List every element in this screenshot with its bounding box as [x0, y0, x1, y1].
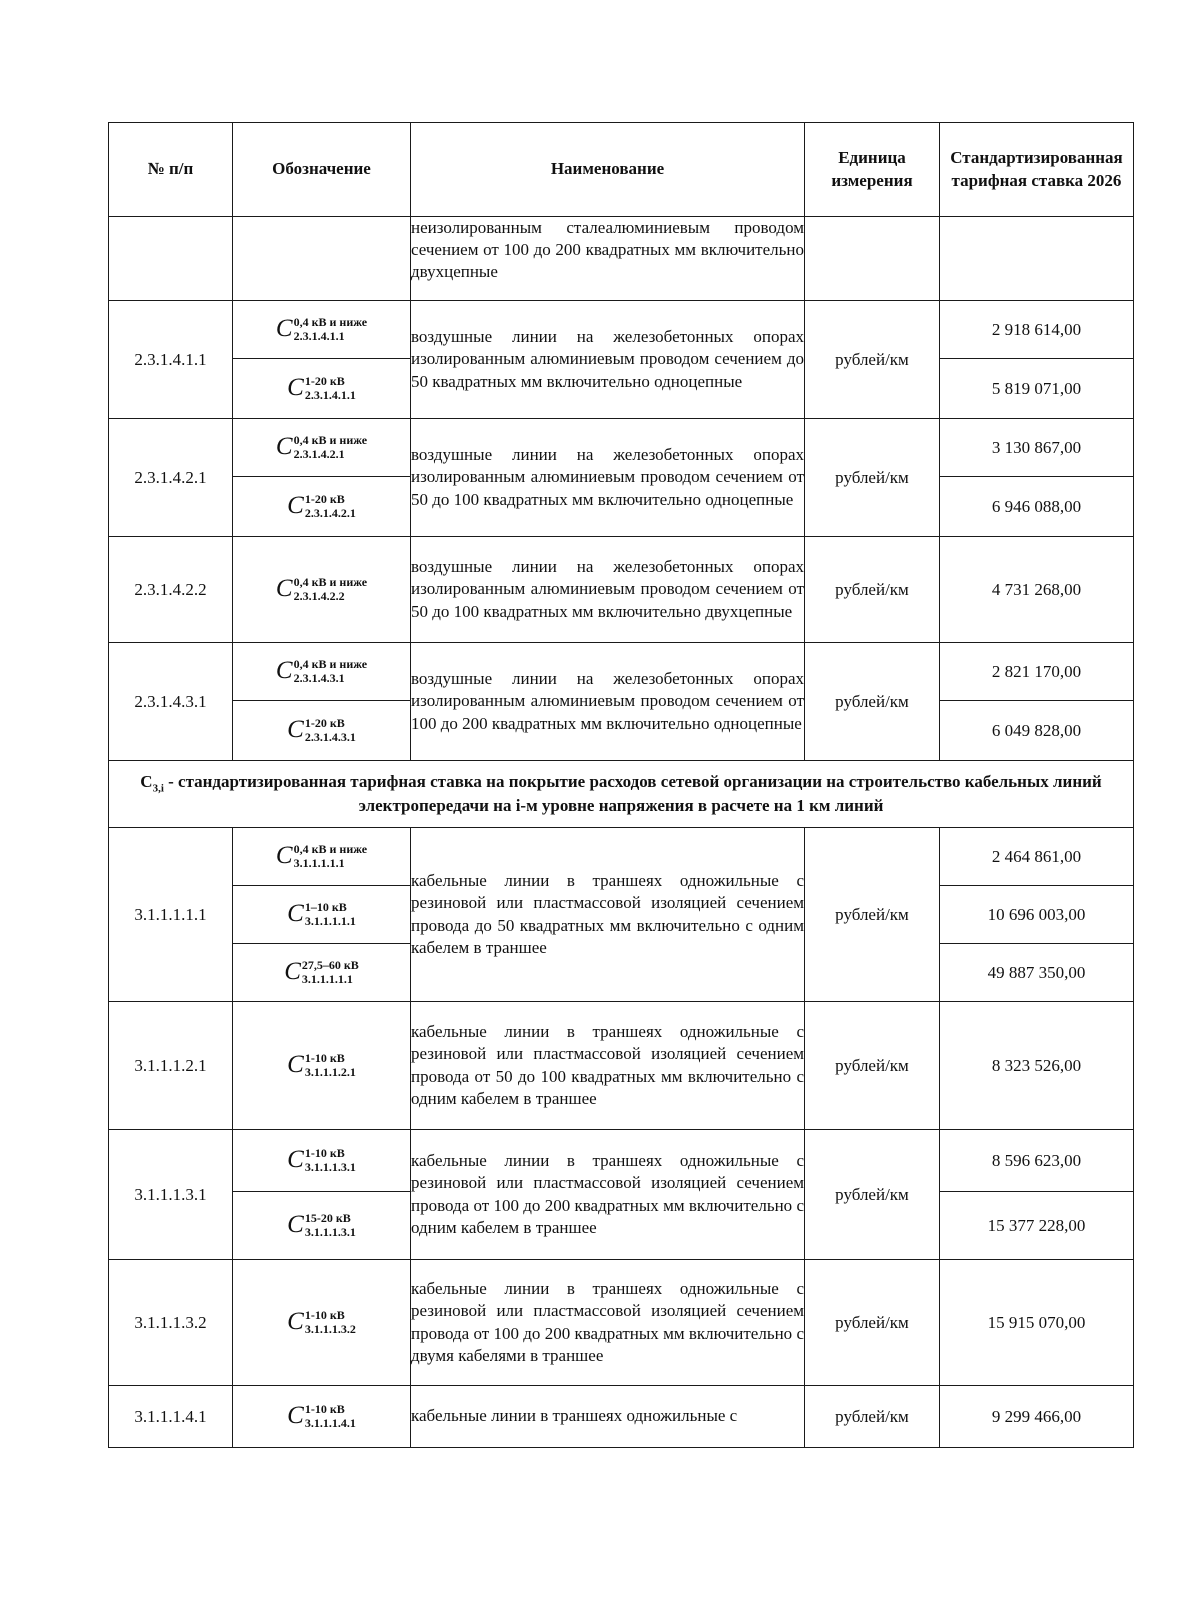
designation-index: 3.1.1.1.1.1	[301, 972, 353, 986]
row-number: 3.1.1.1.2.1	[109, 1002, 233, 1130]
designation-cell	[233, 477, 411, 537]
row-number: 3.1.1.1.3.1	[109, 1130, 233, 1260]
table-row	[109, 419, 1134, 477]
table-row	[109, 828, 1134, 886]
header-designation: Обозначение	[233, 123, 411, 217]
row-number: 3.1.1.1.1.1	[109, 828, 233, 1002]
designation-index: 3.1.1.1.4.1	[304, 1416, 356, 1430]
rate-value: 8 323 526,00	[940, 1002, 1134, 1130]
continuation-unit	[805, 217, 940, 301]
designation-cell	[233, 944, 411, 1002]
continuation-rate	[940, 217, 1134, 301]
designation-symbol: C	[275, 433, 293, 461]
unit-cell: рублей/км	[805, 419, 940, 537]
designation-symbol: C	[287, 492, 304, 520]
item-description: воздушные линии на железобетонных опорах изолированным алюминиевым проводом сечением до 50 квадратных мм включительно одноцепные	[411, 301, 805, 419]
designation-formula	[287, 1212, 356, 1238]
rate-value: 10 696 003,00	[940, 886, 1134, 944]
designation-index: 3.1.1.1.3.1	[304, 1160, 356, 1174]
designation-voltage: 1-20 кВ	[304, 492, 345, 507]
table-row	[109, 301, 1134, 359]
unit-cell: рублей/км	[805, 537, 940, 643]
header-rate: Стандартизированная тарифная ставка 2026	[940, 123, 1134, 217]
designation-scripts	[294, 316, 368, 342]
designation-scripts	[294, 843, 368, 869]
designation-index: 3.1.1.1.1.1	[293, 856, 345, 870]
designation-scripts	[305, 1403, 356, 1429]
unit-cell: рублей/км	[805, 828, 940, 1002]
row-number: 3.1.1.1.3.2	[109, 1260, 233, 1386]
designation-voltage: 15-20 кВ	[304, 1211, 351, 1226]
row-number: 2.3.1.4.3.1	[109, 643, 233, 761]
designation-index: 2.3.1.4.1.1	[304, 388, 356, 402]
designation-scripts	[294, 434, 368, 460]
rate-value: 8 596 623,00	[940, 1130, 1134, 1192]
unit-cell: рублей/км	[805, 1002, 940, 1130]
continuation-designation	[233, 217, 411, 301]
designation-voltage: 0,4 кВ и ниже	[293, 842, 368, 857]
designation-symbol: C	[287, 1051, 304, 1079]
header-name: Наименование	[411, 123, 805, 217]
table-header-row	[109, 123, 1134, 217]
designation-cell	[233, 1002, 411, 1130]
table-row	[109, 1130, 1134, 1192]
designation-formula	[287, 1147, 356, 1173]
designation-voltage: 0,4 кВ и ниже	[293, 315, 368, 330]
designation-scripts	[294, 658, 368, 684]
designation-symbol: C	[287, 1308, 304, 1336]
designation-formula	[287, 901, 356, 927]
section-text: - стандартизированная тарифная ставка на покрытие расходов сетевой организации на строительство кабельных линий электропередачи на i-м уровне напряжения в расчете на 1 км линий	[163, 771, 1102, 816]
header-num: № п/п	[109, 123, 233, 217]
item-description: кабельные линии в траншеях одножильные с резиновой или пластмассовой изоляцией сечением провода до 50 квадратных мм включительно с одним кабелем в траншее	[411, 828, 805, 1002]
section-heading	[109, 761, 1134, 828]
designation-symbol: C	[287, 1402, 304, 1430]
designation-voltage: 1–10 кВ	[304, 900, 347, 915]
section-row	[109, 761, 1134, 828]
designation-voltage: 1-20 кВ	[304, 716, 345, 731]
designation-index: 2.3.1.4.2.1	[304, 506, 356, 520]
row-number: 2.3.1.4.2.2	[109, 537, 233, 643]
designation-symbol: C	[275, 657, 293, 685]
designation-index: 3.1.1.1.3.1	[304, 1225, 356, 1239]
continuation-name: неизолированным сталеалюминиевым проводом сечением от 100 до 200 квадратных мм включительно двухцепные	[411, 217, 805, 301]
designation-cell	[233, 643, 411, 701]
rate-value: 5 819 071,00	[940, 359, 1134, 419]
designation-formula	[287, 1309, 356, 1335]
table-row	[109, 1260, 1134, 1386]
designation-cell	[233, 419, 411, 477]
designation-voltage: 0,4 кВ и ниже	[293, 657, 368, 672]
designation-index: 2.3.1.4.2.2	[293, 589, 345, 603]
designation-formula	[287, 375, 356, 401]
rate-value: 2 821 170,00	[940, 643, 1134, 701]
designation-cell	[233, 1386, 411, 1448]
designation-scripts	[305, 493, 356, 519]
item-description: кабельные линии в траншеях одножильные с резиновой или пластмассовой изоляцией сечением провода от 100 до 200 квадратных мм включительно с двумя кабелями в траншее	[411, 1260, 805, 1386]
unit-cell: рублей/км	[805, 301, 940, 419]
designation-index: 3.1.1.1.2.1	[304, 1065, 356, 1079]
designation-voltage: 1-10 кВ	[304, 1051, 345, 1066]
rate-value: 6 946 088,00	[940, 477, 1134, 537]
continuation-num	[109, 217, 233, 301]
designation-scripts	[305, 1147, 356, 1173]
designation-formula	[276, 576, 367, 602]
item-description: кабельные линии в траншеях одножильные с резиновой или пластмассовой изоляцией сечением провода от 50 до 100 квадратных мм включительно с одним кабелем в траншее	[411, 1002, 805, 1130]
designation-cell	[233, 301, 411, 359]
table-row	[109, 643, 1134, 701]
designation-voltage: 27,5–60 кВ	[301, 958, 359, 973]
designation-scripts	[305, 1052, 356, 1078]
continuation-row	[109, 217, 1134, 301]
designation-scripts	[305, 901, 356, 927]
rate-value: 15 915 070,00	[940, 1260, 1134, 1386]
unit-cell: рублей/км	[805, 1130, 940, 1260]
designation-symbol: C	[287, 1211, 304, 1239]
unit-cell: рублей/км	[805, 643, 940, 761]
item-description: кабельные линии в траншеях одножильные с	[411, 1386, 805, 1448]
designation-formula	[276, 658, 367, 684]
item-description: воздушные линии на железобетонных опорах изолированным алюминиевым проводом сечением от 50 до 100 квадратных мм включительно одноцепные	[411, 419, 805, 537]
rate-value: 49 887 350,00	[940, 944, 1134, 1002]
designation-cell	[233, 537, 411, 643]
designation-symbol: C	[287, 1146, 304, 1174]
item-description: воздушные линии на железобетонных опорах изолированным алюминиевым проводом сечением от 100 до 200 квадратных мм включительно одноцепные	[411, 643, 805, 761]
table-row	[109, 1386, 1134, 1448]
table-row	[109, 537, 1134, 643]
designation-voltage: 1-20 кВ	[304, 374, 345, 389]
designation-scripts	[305, 1309, 356, 1335]
designation-index: 2.3.1.4.3.1	[304, 730, 356, 744]
designation-formula	[287, 1052, 356, 1078]
designation-voltage: 1-10 кВ	[304, 1402, 345, 1417]
rate-value: 2 918 614,00	[940, 301, 1134, 359]
rate-value: 2 464 861,00	[940, 828, 1134, 886]
designation-scripts	[305, 1212, 356, 1238]
row-number: 3.1.1.1.4.1	[109, 1386, 233, 1448]
designation-formula	[276, 434, 367, 460]
designation-index: 2.3.1.4.2.1	[293, 447, 345, 461]
designation-scripts	[302, 959, 359, 985]
designation-index: 2.3.1.4.1.1	[293, 329, 345, 343]
designation-cell	[233, 359, 411, 419]
designation-symbol: C	[275, 575, 293, 603]
designation-symbol: C	[287, 716, 304, 744]
designation-cell	[233, 701, 411, 761]
designation-formula	[287, 717, 356, 743]
designation-index: 2.3.1.4.3.1	[293, 671, 345, 685]
designation-cell	[233, 828, 411, 886]
table-body-overhead-lines	[109, 217, 1134, 761]
designation-cell	[233, 886, 411, 944]
table-body-cable-lines	[109, 828, 1134, 1448]
rate-value: 15 377 228,00	[940, 1192, 1134, 1260]
row-number: 2.3.1.4.2.1	[109, 419, 233, 537]
row-number: 2.3.1.4.1.1	[109, 301, 233, 419]
designation-formula	[287, 493, 356, 519]
item-description: кабельные линии в траншеях одножильные с резиновой или пластмассовой изоляцией сечением провода от 100 до 200 квадратных мм включительно с одним кабелем в траншее	[411, 1130, 805, 1260]
section-symbol-sub: 3,i	[152, 782, 164, 794]
designation-symbol: C	[275, 315, 293, 343]
designation-formula	[287, 1403, 356, 1429]
table-row	[109, 1002, 1134, 1130]
unit-cell: рублей/км	[805, 1260, 940, 1386]
designation-scripts	[305, 375, 356, 401]
header-unit: Единица измерения	[805, 123, 940, 217]
rate-value: 4 731 268,00	[940, 537, 1134, 643]
designation-formula	[276, 843, 367, 869]
rate-value: 6 049 828,00	[940, 701, 1134, 761]
designation-index: 3.1.1.1.3.2	[304, 1322, 356, 1336]
unit-cell: рублей/км	[805, 1386, 940, 1448]
designation-formula	[284, 959, 359, 985]
designation-voltage: 1-10 кВ	[304, 1308, 345, 1323]
designation-cell	[233, 1260, 411, 1386]
designation-scripts	[305, 717, 356, 743]
designation-voltage: 1-10 кВ	[304, 1146, 345, 1161]
designation-cell	[233, 1130, 411, 1192]
designation-symbol: C	[287, 374, 304, 402]
rate-value: 3 130 867,00	[940, 419, 1134, 477]
designation-index: 3.1.1.1.1.1	[304, 914, 356, 928]
item-description: воздушные линии на железобетонных опорах изолированным алюминиевым проводом сечением от 50 до 100 квадратных мм включительно двухцепные	[411, 537, 805, 643]
designation-voltage: 0,4 кВ и ниже	[293, 433, 368, 448]
designation-symbol: C	[287, 900, 304, 928]
designation-formula	[276, 316, 367, 342]
tariff-table	[108, 122, 1134, 1448]
table-section	[109, 761, 1134, 828]
designation-symbol: C	[275, 842, 293, 870]
designation-voltage: 0,4 кВ и ниже	[293, 575, 368, 590]
designation-symbol: C	[284, 958, 301, 986]
designation-cell	[233, 1192, 411, 1260]
rate-value: 9 299 466,00	[940, 1386, 1134, 1448]
section-symbol: C	[140, 771, 153, 791]
designation-scripts	[294, 576, 368, 602]
